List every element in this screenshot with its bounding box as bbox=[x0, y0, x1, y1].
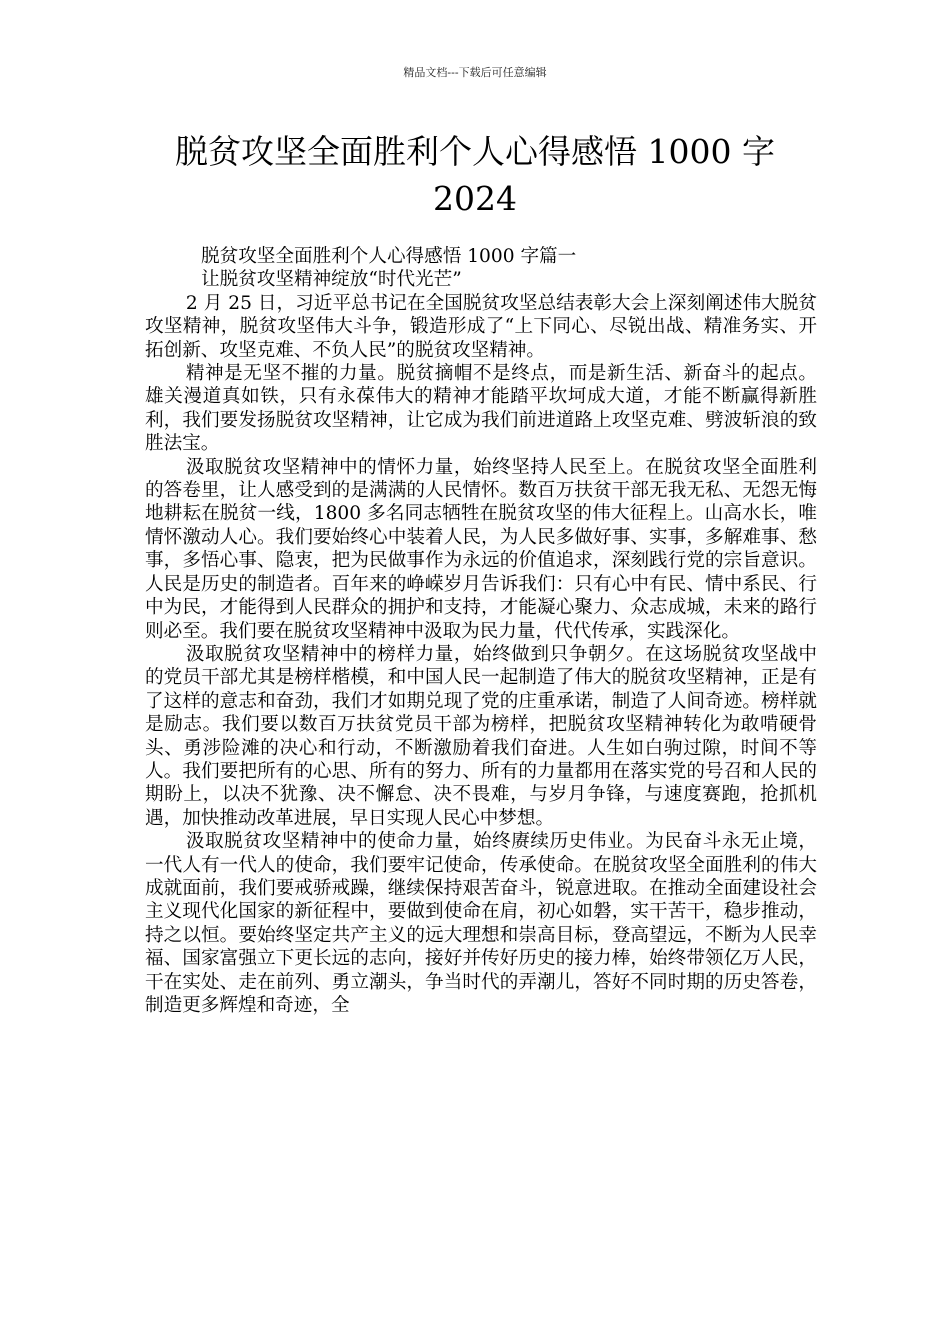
article-paragraph: 精神是无坚不摧的力量。脱贫摘帽不是终点，而是新生活、新奋斗的起点。雄关漫道真如铁，只有永葆伟大的精神才能踏平坎坷成大道，才能不断赢得新胜利，我们要发扬脱贫攻坚精神，让它成为我们前进道路上攻坚克难、劈波斩浪的致胜法宝。 bbox=[145, 363, 817, 455]
document-title bbox=[100, 128, 850, 222]
article-paragraph: 汲取脱贫攻坚精神中的情怀力量，始终坚持人民至上。在脱贫攻坚全面胜利的答卷里，让人感受到的是满满的人民情怀。数百万扶贫干部无我无私、无怨无悔地耕耘在脱贫一线，1800 多名同志牺牲在脱贫攻坚的伟大征程上。山高水长，唯情怀激动人心。我们要始终心中装着人民，为人民多做好事、实事，多解难事、愁事，多悟心事、隐衷，把为民做事作为永远的价值追求，深刻践行党的宗旨意识。人民是历史的制造者。百年来的峥嵘岁月告诉我们：只有心中有民、情中系民、行中为民，才能得到人民群众的拥护和支持，才能凝心聚力、众志成城，未来的路行则必至。我们要在脱贫攻坚精神中汲取为民力量，代代传承，实践深化。 bbox=[145, 456, 817, 642]
document-title-line-2: 2024 bbox=[433, 179, 517, 218]
page-header: 精品文档---下载后可任意编辑 bbox=[403, 66, 547, 79]
article-heading: 让脱贫攻坚精神绽放“时代光芒” bbox=[201, 269, 462, 291]
document-title-line-1: 脱贫攻坚全面胜利个人心得感悟 1000 字 bbox=[175, 132, 775, 171]
article-body bbox=[145, 245, 817, 1017]
article-subtitle: 脱贫攻坚全面胜利个人心得感悟 1000 字篇一 bbox=[201, 246, 577, 267]
article-paragraph: 2 月 25 日，习近平总书记在全国脱贫攻坚总结表彰大会上深刻阐述伟大脱贫攻坚精神，脱贫攻坚伟大斗争，锻造形成了“上下同心、尽锐出战、精准务实、开拓创新、攻坚克难、不负人民”的脱贫攻坚精神。 bbox=[145, 292, 817, 361]
article-paragraph: 汲取脱贫攻坚精神中的使命力量，始终赓续历史伟业。为民奋斗永无止境，一代人有一代人的使命，我们要牢记使命，传承使命。在脱贫攻坚全面胜利的伟大成就面前，我们要戒骄戒躁，继续保持艰苦奋斗，锐意进取。在推动全面建设社会主义现代化国家的新征程中，要做到使命在肩，初心如磐，实干苦干，稳步推动，持之以恒。要始终坚定共产主义的远大理想和崇高目标，登高望远，不断为人民幸福、国家富强立下更长远的志向，接好并传好历史的接力棒，始终带领亿万人民，干在实处、走在前列、勇立潮头，争当时代的弄潮儿，答好不同时期的历史答卷，制造更多辉煌和奇迹，全 bbox=[145, 831, 817, 1016]
article-paragraph: 汲取脱贫攻坚精神中的榜样力量，始终做到只争朝夕。在这场脱贫攻坚战中的党员干部尤其是榜样楷模，和中国人民一起制造了伟大的脱贫攻坚精神，正是有了这样的意志和奋劲，我们才如期兑现了党的庄重承诺，制造了人间奇迹。榜样就是励志。我们要以数百万扶贫党员干部为榜样，把脱贫攻坚精神转化为敢啃硬骨头、勇涉险滩的决心和行动，不断激励着我们奋进。人生如白驹过隙，时间不等人。我们要把所有的心思、所有的努力、所有的力量都用在落实党的号召和人民的期盼上，以决不犹豫、决不懈怠、决不畏难，与岁月争锋，与速度赛跑，抢抓机遇，加快推动改革进展，早日实现人民心中梦想。 bbox=[145, 643, 817, 829]
